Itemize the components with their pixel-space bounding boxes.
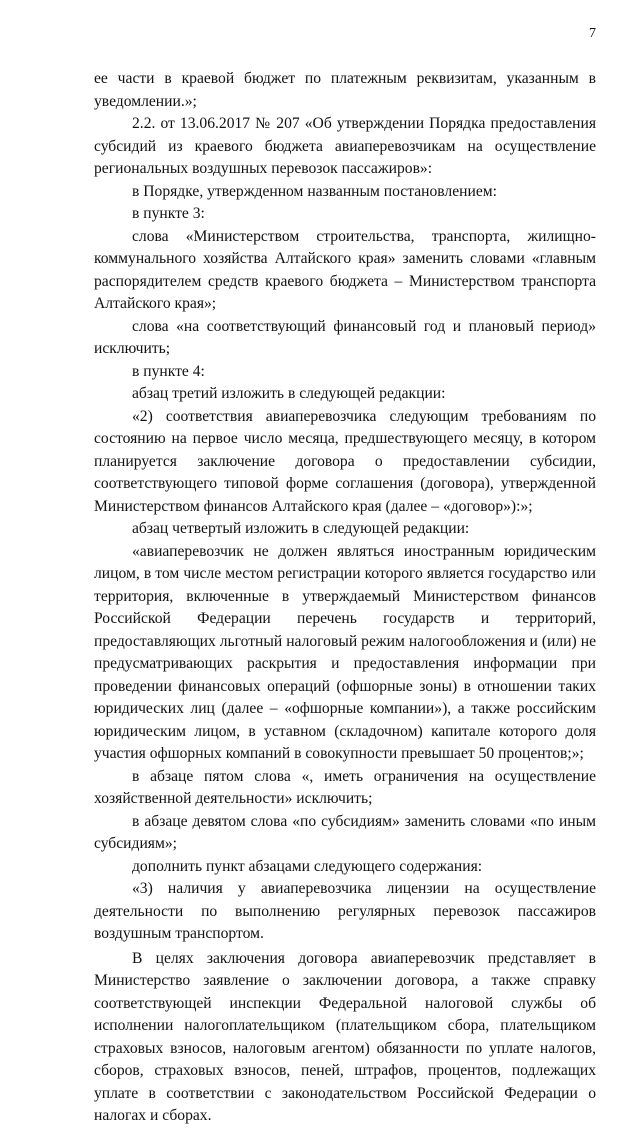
paragraph: слова «на соответствующий финансовый год и плановый период» исключить;	[94, 317, 596, 357]
paragraph: в пункте 3:	[132, 205, 205, 222]
paragraph: 2.2. от 13.06.2017 № 207 «Об утверждении Порядка предоставления субсидий из краевого бюджета авиаперевозчикам на осуществление региональных воздушных перевозок пассажиров»:	[94, 115, 596, 177]
page-number: 7	[589, 26, 596, 41]
paragraph: в пункте 4:	[132, 362, 205, 380]
paragraph: в Порядке, утвержденном названным постановлением:	[132, 182, 497, 200]
paragraph: ее части в краевой бюджет по платежным реквизитам, указанным в уведомлении.»;	[94, 70, 596, 110]
paragraph: В целях заключения договора авиаперевозчик представляет в Министерство заявление о заключении договора, а также справку соответствующей инспекции Федеральной налоговой службы об исполнении налогоплательщиком (плательщиком сбора, плательщиком страховых взносов, налоговым агентом) обязанности по уплате налогов, сборов, страховых взносов, пеней, штрафов, процентов, подлежащих уплате в соответствии с законодательством Российской Федерации о налогах и сборах.	[94, 949, 596, 1124]
paragraph: в абзаце пятом слова «, иметь ограничения на осуществление хозяйственной деятельности» исключить;	[94, 767, 596, 807]
paragraph: абзац третий изложить в следующей редакции:	[132, 385, 446, 402]
document-body	[94, 68, 596, 1128]
paragraph: «авиаперевозчик не должен являться иностранным юридическим лицом, в том числе местом регистрации которого является государство или территория, включенные в утверждаемый Министерством финансов Российской Федерации перечень государств и территорий, предоставляющих льготный налоговый режим налогообложения и (или) не предусматривающих раскрытия и предоставления информации при проведении финансовых операций (офшорные зоны) в отношении таких юридических лиц (далее – «офшорные компании»), а также российским юридическим лицом, в уставном (складочном) капитале которого доля участия офшорных компаний в совокупности превышает 50 процентов;»;	[94, 542, 596, 762]
paragraph: дополнить пункт абзацами следующего содержания:	[132, 857, 483, 875]
paragraph: «3) наличия у авиаперевозчика лицензии на осуществление деятельности по выполнению регулярных перевозок пассажиров воздушным транспортом.	[94, 880, 596, 942]
paragraph: слова «Министерством строительства, транспорта, жилищно-коммунального хозяйства Алтайского края» заменить словами «главным распорядителем средств краевого бюджета – Министерством транспорта Алтайского края»;	[94, 227, 596, 312]
paragraph: в абзаце девятом слова «по субсидиям» заменить словами «по иным субсидиям»;	[94, 812, 596, 852]
paragraph: «2) соответствия авиаперевозчика следующим требованиям по состоянию на первое число месяца, предшествующего месяцу, в котором планируется заключение договора о предоставлении субсидии, соответствующего типовой форме соглашения (договора), утвержденной Министерством финансов Алтайского края (далее – «договор»):»;	[94, 407, 596, 515]
paragraph: абзац четвертый изложить в следующей редакции:	[132, 520, 470, 537]
